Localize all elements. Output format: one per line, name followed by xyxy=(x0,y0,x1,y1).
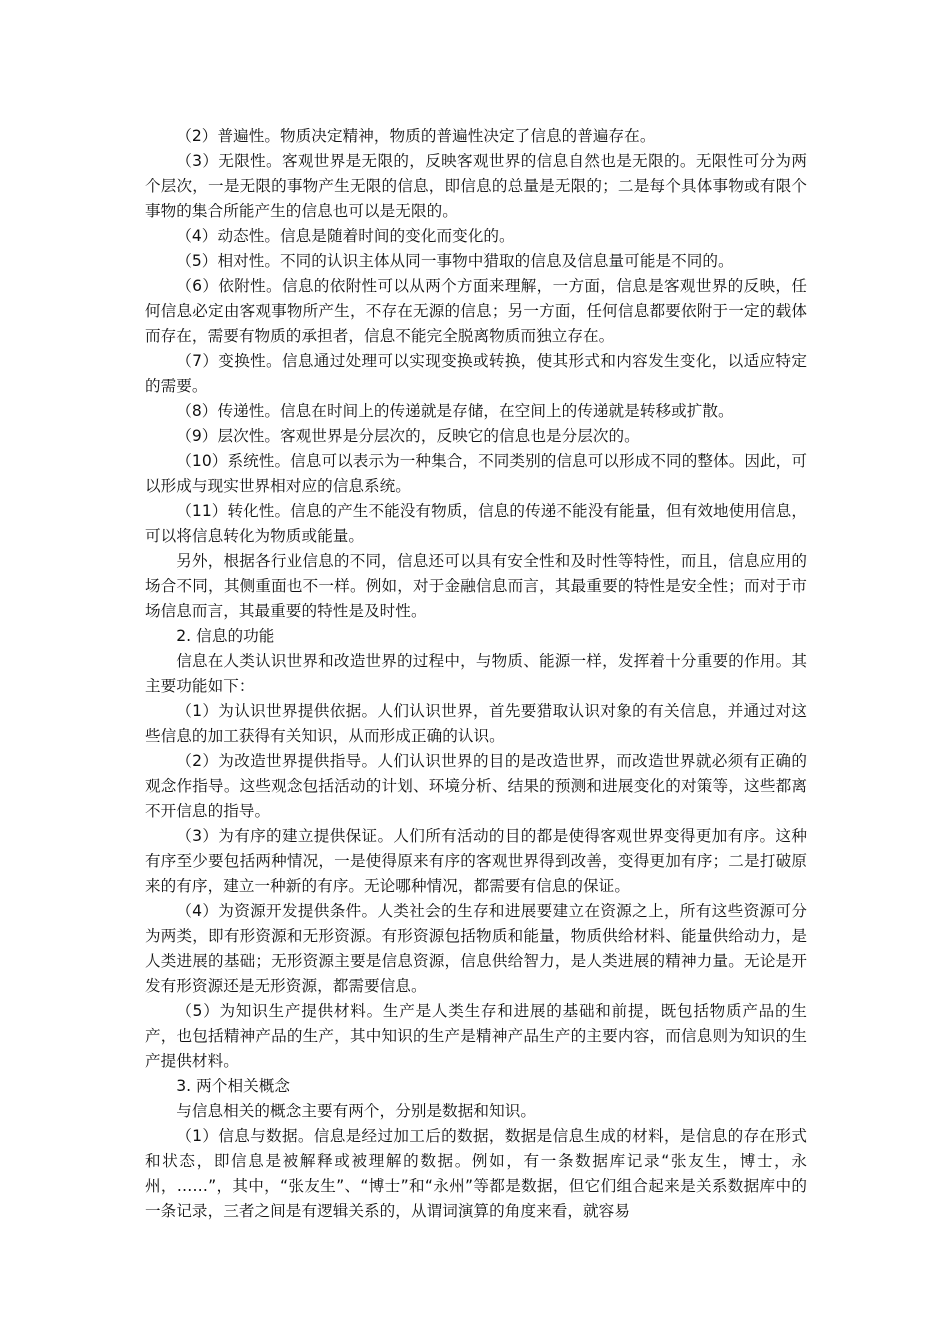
paragraph-info-and-data: （1）信息与数据。信息是经过加工后的数据，数据是信息生成的材料，是信息的存在形式和状态，即信息是被解释或被理解的数据。例如，有一条数据库记录“张友生，博士，永州，……”，其中，“张友生”、“博士”和“永州”等都是数据，但它们组合起来是关系数据库中的一条记录，三者之间是有逻辑关系的，从谓词演算的角度来看，就容易 xyxy=(145,1127,807,1220)
paragraph-universality: （2）普遍性。物质决定精神，物质的普遍性决定了信息的普遍存在。 xyxy=(176,127,656,145)
paragraph-systematicity: （10）系统性。信息可以表示为一种集合，不同类别的信息可以形成不同的整体。因此，可以形成与现实世界相对应的信息系统。 xyxy=(145,452,807,495)
paragraph-relativity: （5）相对性。不同的认识主体从同一事物中猎取的信息及信息量可能是不同的。 xyxy=(176,252,734,270)
paragraph-function-1: （1）为认识世界提供依据。人们认识世界，首先要猎取认识对象的有关信息，并通过对这些信息的加工获得有关知识，从而形成正确的认识。 xyxy=(145,702,807,745)
section-heading-functions: 2. 信息的功能 xyxy=(176,627,275,645)
paragraph-dependency: （6）依附性。信息的依附性可以从两个方面来理解，一方面，信息是客观世界的反映，任何信息必定由客观事物所产生，不存在无源的信息；另一方面，任何信息都要依附于一定的载体而存在，需要有物质的承担者，信息不能完全脱离物质而独立存在。 xyxy=(145,277,807,345)
document-page xyxy=(145,124,807,1224)
paragraph-concepts-intro: 与信息相关的概念主要有两个，分别是数据和知识。 xyxy=(176,1102,536,1120)
paragraph-functions-intro: 信息在人类认识世界和改造世界的过程中，与物质、能源一样，发挥着十分重要的作用。其主要功能如下： xyxy=(145,652,807,695)
paragraph-other-properties: 另外，根据各行业信息的不同，信息还可以具有安全性和及时性等特性，而且，信息应用的场合不同，其侧重面也不一样。例如，对于金融信息而言，其最重要的特性是安全性；而对于市场信息而言，其最重要的特性是及时性。 xyxy=(145,552,807,620)
paragraph-function-2: （2）为改造世界提供指导。人们认识世界的目的是改造世界，而改造世界就必须有正确的观念作指导。这些观念包括活动的计划、环境分析、结果的预测和进展变化的对策等，这些都离不开信息的指导。 xyxy=(145,752,807,820)
paragraph-transmissibility: （8）传递性。信息在时间上的传递就是存储，在空间上的传递就是转移或扩散。 xyxy=(176,402,734,420)
section-heading-concepts: 3. 两个相关概念 xyxy=(176,1077,291,1095)
paragraph-hierarchy: （9）层次性。客观世界是分层次的，反映它的信息也是分层次的。 xyxy=(176,427,640,445)
paragraph-dynamics: （4）动态性。信息是随着时间的变化而变化的。 xyxy=(176,227,515,245)
paragraph-infinity: （3）无限性。客观世界是无限的，反映客观世界的信息自然也是无限的。无限性可分为两个层次，一是无限的事物产生无限的信息，即信息的总量是无限的；二是每个具体事物或有限个事物的集合所能产生的信息也可以是无限的。 xyxy=(145,152,807,220)
paragraph-function-5: （5）为知识生产提供材料。生产是人类生存和进展的基础和前提，既包括物质产品的生产，也包括精神产品的生产，其中知识的生产是精神产品生产的主要内容，而信息则为知识的生产提供材料。 xyxy=(145,1002,807,1070)
paragraph-transformability: （7）变换性。信息通过处理可以实现变换或转换，使其形式和内容发生变化，以适应特定的需要。 xyxy=(145,352,807,395)
paragraph-function-3: （3）为有序的建立提供保证。人们所有活动的目的都是使得客观世界变得更加有序。这种有序至少要包括两种情况，一是使得原来有序的客观世界得到改善，变得更加有序；二是打破原来的有序，建立一种新的有序。无论哪种情况，都需要有信息的保证。 xyxy=(145,827,807,895)
paragraph-function-4: （4）为资源开发提供条件。人类社会的生存和进展要建立在资源之上，所有这些资源可分为两类，即有形资源和无形资源。有形资源包括物质和能量，物质供给材料、能量供给动力，是人类进展的基础；无形资源主要是信息资源，信息供给智力，是人类进展的精神力量。无论是开发有形资源还是无形资源，都需要信息。 xyxy=(145,902,807,995)
paragraph-convertibility: （11）转化性。信息的产生不能没有物质，信息的传递不能没有能量，但有效地使用信息，可以将信息转化为物质或能量。 xyxy=(145,502,807,545)
